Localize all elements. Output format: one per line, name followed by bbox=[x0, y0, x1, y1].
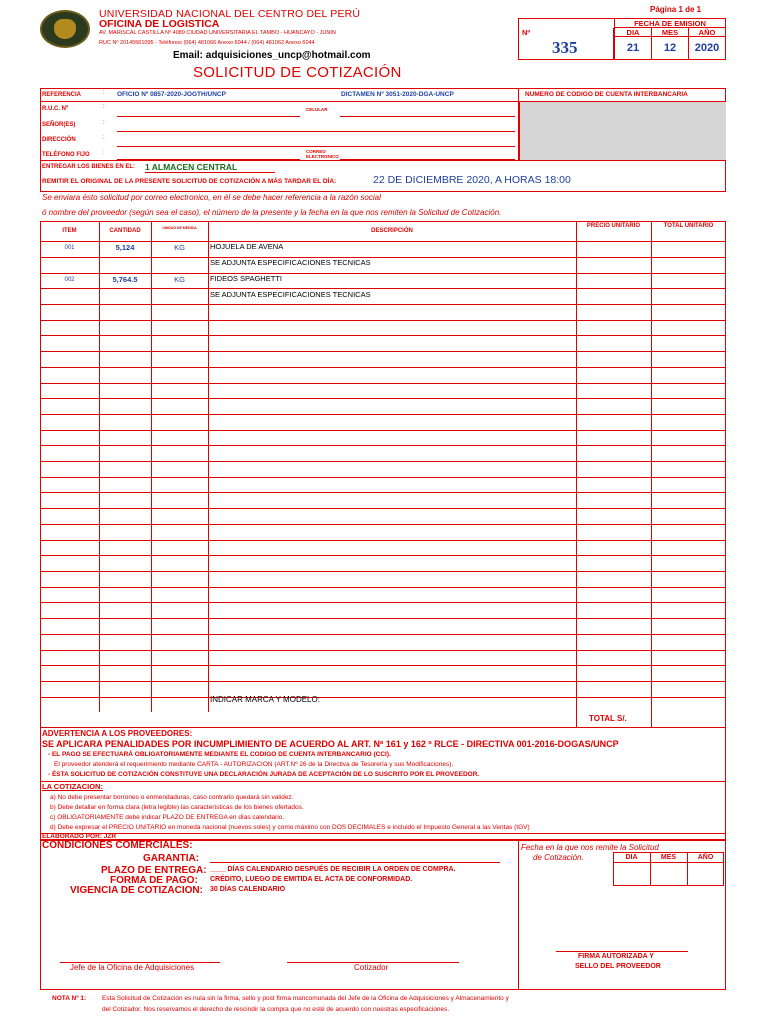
advertencia-title: ADVERTENCIA A LOS PROVEEDORES: bbox=[42, 729, 193, 738]
header-unidad: UNIDAD DE MEDIDA bbox=[162, 226, 197, 230]
fecha-dia-label: DIA bbox=[625, 854, 638, 861]
fecha-mes: 12 bbox=[651, 36, 689, 60]
fecha-ano: 2020 bbox=[688, 36, 726, 60]
row-divider bbox=[40, 540, 726, 541]
ruc-phones: RUC Nº 20145561095 - Teléfonos (064) 481066 Anexo 6044 / (064) 481062 Anexo 6044 bbox=[99, 40, 315, 46]
ruc-field[interactable] bbox=[117, 116, 300, 117]
senor-field[interactable] bbox=[117, 131, 515, 132]
row-divider bbox=[40, 351, 726, 352]
fecha-ano-label: AÑO bbox=[697, 854, 714, 861]
penalidades-text: SE APLICARA PENALIDADES POR INCUMPLIMIENTO DE ACUERDO AL ART. Nº 161 y 162 º RLCE - DIRECTIVA 001-2016-DOGAS/UNCP bbox=[42, 739, 619, 749]
cotizador-label: Cotizador bbox=[354, 963, 389, 972]
colon: : bbox=[103, 90, 105, 96]
declaracion-text: - ÉSTA SOLICITUD DE COTIZACIÓN CONSTITUYE UNA DECLARACIÓN JURADA DE ACEPTACIÓN DE LO SUSCRITO POR EL PROVEEDOR. bbox=[48, 771, 480, 778]
fecha-dia: 21 bbox=[614, 36, 652, 60]
plazo-value: ____ DÍAS CALENDARIO DESPUÉS DE RECIBIR LA ORDEN DE COMPRA. bbox=[210, 866, 456, 873]
row-divider bbox=[40, 555, 726, 556]
garantia-field[interactable] bbox=[210, 862, 500, 863]
header-precio: PRECIO UNITARIO bbox=[586, 223, 641, 229]
row-cantidad: 5,124 bbox=[115, 243, 135, 252]
senor-label: SEÑOR(ES) bbox=[42, 122, 76, 128]
row-item: 002 bbox=[64, 277, 75, 283]
row-unidad: KG bbox=[174, 243, 185, 252]
column-divider bbox=[99, 221, 100, 712]
column-divider bbox=[651, 712, 652, 728]
total-label: TOTAL S/. bbox=[589, 714, 627, 723]
garantia-label: GARANTIA: bbox=[143, 853, 200, 864]
row-divider bbox=[40, 398, 726, 399]
marca-modelo-text: INDICAR MARCA Y MODELO: bbox=[210, 695, 320, 704]
row-divider bbox=[40, 618, 726, 619]
referencia-value: OFICIO Nº 0857-2020-JOGTH/UNCP bbox=[117, 91, 226, 98]
direccion-field[interactable] bbox=[117, 146, 515, 147]
nota-line-1: Esta Solicitud de Cotización es nula sin la firma, sello y post firma mancomunada del Jefe de la Oficina de Adquisiciones y Almacenamiento y bbox=[102, 995, 509, 1002]
cotizacion-rule-b: b) Debe detallar en forma clara (letra legible) las características de los bienes ofertados. bbox=[50, 804, 304, 811]
solicitud-number: 335 bbox=[552, 38, 578, 57]
cotizacion-rule-a: a) No debe presentar borrones o enmendaduras, caso contrario quedará sin validez. bbox=[50, 794, 294, 801]
row-divider bbox=[40, 524, 726, 525]
number-date-box bbox=[518, 18, 726, 60]
header-descripcion: DESCRIPCIÓN bbox=[371, 228, 413, 234]
row-descripcion: HOJUELA DE AVENA bbox=[210, 242, 284, 251]
dia-label: DIA bbox=[614, 27, 652, 37]
header-cantidad: CANTIDAD bbox=[109, 228, 141, 234]
column-divider bbox=[651, 221, 652, 712]
row-divider bbox=[40, 587, 726, 588]
forma-pago-value: CRÉDITO, LUEGO DE EMITIDA EL ACTA DE CONFORMIDAD. bbox=[210, 876, 413, 883]
row-divider bbox=[40, 571, 726, 572]
cotizacion-title: LA COTIZACION: bbox=[42, 782, 103, 791]
jefe-label: Jefe de la Oficina de Adquisiciones bbox=[70, 963, 195, 972]
mes-label: MES bbox=[651, 27, 689, 37]
column-divider bbox=[576, 712, 577, 728]
correo-label: CORREO ELECTRONICO bbox=[306, 149, 339, 159]
row-descripcion: FIDEOS SPAGHETTI bbox=[210, 274, 282, 283]
row-divider bbox=[40, 461, 726, 462]
entregar-label: ENTREGAR LOS BIENES EN EL: bbox=[42, 164, 136, 170]
row-cantidad: 5,764.5 bbox=[112, 275, 138, 284]
fecha-note-2: de Cotización. bbox=[533, 853, 584, 862]
divider bbox=[40, 833, 726, 834]
firma-signature-line[interactable] bbox=[556, 951, 688, 952]
row-divider bbox=[40, 477, 726, 478]
colon: : bbox=[103, 120, 105, 126]
row-divider bbox=[40, 304, 726, 305]
ano-label: AÑO bbox=[688, 27, 726, 37]
elaborado-por: ELABORADO POR: JZR bbox=[42, 833, 117, 840]
carta-text: El proveedor atenderá el requerimiento mediante CARTA - AUTORIZACION (ART.Nº 26 de la Directiva de Tesorería y sus Modificaciones). bbox=[54, 761, 454, 768]
cuenta-label: NUMERO DE CODIGO DE CUENTA INTERBANCARIA bbox=[525, 91, 688, 98]
cotizacion-rule-c: c) OBLIGATORIAMENTE debe indicar PLAZO DE ENTREGA en días calendario. bbox=[50, 814, 285, 821]
plazo-label: PLAZO DE ENTREGA: bbox=[101, 865, 207, 876]
page-indicator: Página 1 de 1 bbox=[650, 5, 702, 14]
divider bbox=[145, 172, 275, 173]
row-divider bbox=[40, 367, 726, 368]
fecha-note-1: Fecha en la que nos remite la Solicitud bbox=[521, 843, 659, 852]
header-total: TOTAL UNITARIO bbox=[663, 223, 714, 229]
row-divider bbox=[40, 634, 726, 635]
university-logo bbox=[40, 10, 90, 48]
row-divider bbox=[40, 602, 726, 603]
divider bbox=[613, 862, 724, 863]
address: AV. MARISCAL CASTILLA Nº 4089 CIUDAD UNIVERSITARIA EL TAMBO - HUANCAYO - JUNIN bbox=[99, 30, 336, 36]
email: Email: adquisiciones_uncp@hotmail.com bbox=[173, 50, 371, 61]
colon: : bbox=[103, 150, 105, 156]
header-item: ITEM bbox=[62, 228, 77, 234]
vigencia-label: VIGENCIA DE COTIZACION: bbox=[70, 885, 203, 896]
nota-line-2: del Cotizador. Nos reservamos el derecho de rescindir la compra que no esté de acuerdo con nuestras especificaciones. bbox=[102, 1006, 450, 1013]
row-divider bbox=[40, 665, 726, 666]
row-descripcion: SE ADJUNTA ESPECIFICACIONES TECNICAS bbox=[210, 290, 371, 299]
column-divider bbox=[576, 221, 577, 712]
ruc-label: R.U.C. Nº bbox=[42, 106, 69, 112]
remitir-text: REMITIR EL ORIGINAL DE LA PRESENTE SOLICITUD DE COTIZACIÓN A MÁS TARDAR EL DÍA: bbox=[42, 178, 337, 185]
row-item: 001 bbox=[64, 245, 75, 251]
row-divider bbox=[40, 320, 726, 321]
firma-label-2: SELLO DEL PROVEEDOR bbox=[575, 963, 661, 970]
telefono-label: TELÉFONO FIJO bbox=[42, 152, 90, 158]
divider bbox=[40, 160, 726, 161]
email-note-1: Se enviara ésto solicitud por correo electronico, en él se debe hacer referencia a la razón social bbox=[42, 193, 381, 202]
divider bbox=[40, 781, 726, 782]
office-name: OFICINA DE LOGISTICA bbox=[99, 18, 220, 30]
celular-field[interactable] bbox=[340, 116, 515, 117]
pago-cci-text: - EL PAGO SE EFECTUARÁ OBLIGATORIAMENTE MEDIANTE EL CODIGO DE CUENTA INTERBANCARIO (CCI). bbox=[48, 751, 391, 758]
number-label: Nº bbox=[522, 28, 531, 37]
row-divider bbox=[40, 288, 726, 289]
row-divider bbox=[40, 508, 726, 509]
row-divider bbox=[40, 445, 726, 446]
direccion-label: DIRECCIÓN bbox=[42, 137, 76, 143]
row-divider bbox=[40, 681, 726, 682]
divider bbox=[518, 840, 519, 990]
remitir-date: 22 DE DICIEMBRE 2020, A HORAS 18:00 bbox=[373, 174, 571, 186]
row-unidad: KG bbox=[174, 275, 185, 284]
row-divider bbox=[40, 697, 726, 698]
dictamen-value: DICTAMEN Nº 3051-2020-DGA-UNCP bbox=[341, 91, 454, 98]
nota-label: NOTA Nº 1: bbox=[52, 995, 87, 1002]
page-title: SOLICITUD DE COTIZACIÓN bbox=[193, 64, 402, 81]
column-divider bbox=[151, 221, 152, 712]
forma-pago-label: FORMA DE PAGO: bbox=[110, 875, 198, 886]
colon: : bbox=[103, 135, 105, 141]
referencia-label: REFERENCIA bbox=[42, 92, 82, 98]
university-name: UNIVERSIDAD NACIONAL DEL CENTRO DEL PERÚ bbox=[99, 8, 361, 20]
vigencia-value: 30 DÍAS CALENDARIO bbox=[210, 886, 286, 893]
cci-field[interactable] bbox=[519, 101, 726, 160]
cotizacion-rule-d: d) Debe expresar el PRECIO UNITARIO en moneda nacional (nuevos soles) y como máximo con DOS DECIMALES e incluido el Impuesto General a las Ventas (IGV) bbox=[50, 824, 530, 831]
row-divider bbox=[40, 414, 726, 415]
entregar-value: 1 ALMACEN CENTRAL bbox=[145, 162, 238, 172]
firma-label-1: FIRMA AUTORIZADA Y bbox=[578, 953, 654, 960]
row-divider bbox=[40, 430, 726, 431]
column-divider bbox=[208, 221, 209, 712]
celular-label: CELULAR bbox=[306, 107, 328, 112]
row-descripcion: SE ADJUNTA ESPECIFICACIONES TECNICAS bbox=[210, 258, 371, 267]
condiciones-title: CONDICIONES COMERCIALES: bbox=[42, 840, 193, 851]
row-divider bbox=[40, 492, 726, 493]
colon: : bbox=[103, 104, 105, 110]
fecha-emision-label: FECHA DE EMISION bbox=[614, 18, 726, 28]
email-note-2: ó nombre del proveedor (según sea el caso), el número de la presente y la fecha en la que nos remiten la Solicitud de Cotización. bbox=[42, 208, 502, 217]
row-divider bbox=[40, 383, 726, 384]
fecha-mes-label: MES bbox=[660, 854, 677, 861]
row-divider bbox=[40, 650, 726, 651]
row-divider bbox=[40, 335, 726, 336]
